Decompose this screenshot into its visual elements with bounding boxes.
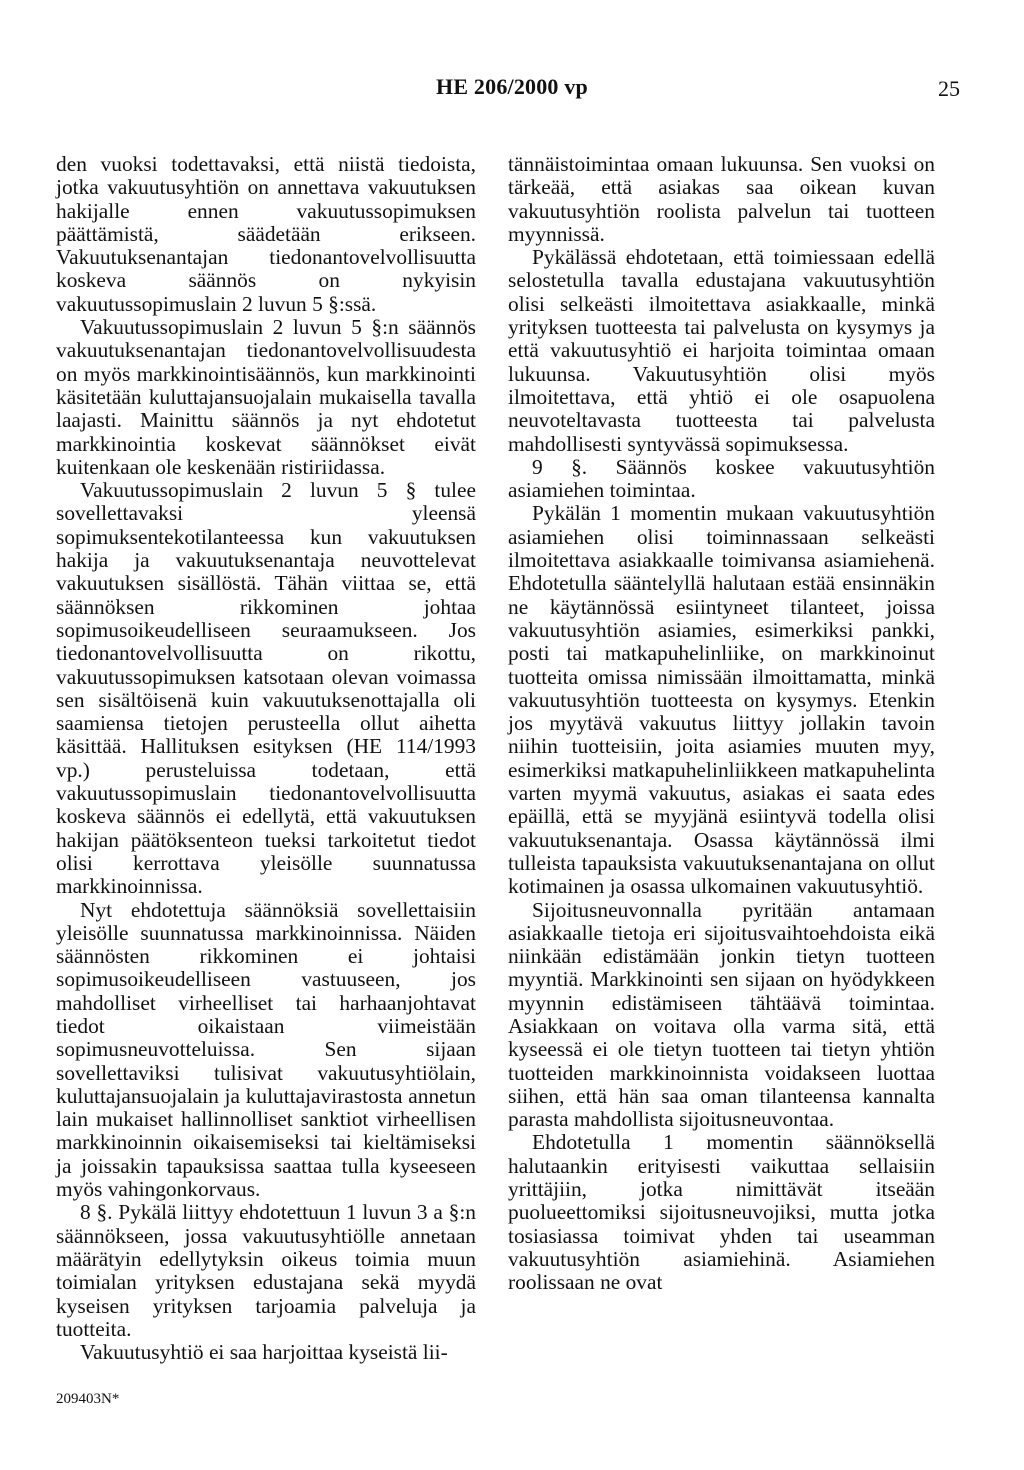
paragraph: Pykälän 1 momentin mukaan vakuutusyhtiön asiamiehen olisi toiminnassaan selkeästi ilmoitettava asiakkaalle toimivansa asiamiehenä. Ehdotetulla sääntelyllä halutaan estää ensinnäkin ne käytännössä esiintyneet tilanteet, joissa vakuutusyhtiön asiamies, esimerkiksi pankki, posti tai matkapuhelinliike, on markkinoinut tuotteita omissa nimissään ilmoittamatta, minkä vakuutusyhtiön tuotteesta on kysymys. Etenkin jos myytävä vakuutus liittyy jollakin tavoin niihin tuotteisiin, joita asiamies muuten myy, esimerkiksi matkapuhelinliikkeen matkapuhelinta varten myymä vakuutus, asiakas ei saata edes epäillä, että se myyjänä esiintyvä todella olisi vakuutuksenantaja. Osassa käytännössä ilmi tulleista tapauksista vakuutuksenantajana on ollut kotimainen ja osassa ulkomainen vakuutusyhtiö.	[508, 501, 935, 899]
paragraph: 8 §. Pykälä liittyy ehdotettuun 1 luvun 3 a §:n säännökseen, jossa vakuutusyhtiölle annetaan määrätyin edellytyksin oikeus toimia muun toimialan yrityksen edustajana sekä myydä kyseisen yrityksen tarjoamia palveluja ja tuotteita.	[56, 1200, 476, 1341]
document-reference: HE 206/2000 vp	[436, 74, 588, 99]
paragraph: 9 §. Säännös koskee vakuutusyhtiön asiamiehen toimintaa.	[508, 454, 935, 503]
paragraph: Nyt ehdotettuja säännöksiä sovellettaisiin yleisölle suunnatussa markkinoinnissa. Näiden säännösten rikkominen ei johtaisi sopimusoikeudelliseen vastuuseen, jos mahdolliset virheelliset tai harhaanjohtavat tiedot oikaistaan viimeistään sopimusneuvotteluissa. Sen sijaan sovellettaviksi tulisivat vakuutusyhtiölain, kuluttajansuojalain ja kuluttajavirastosta annetun lain mukaiset hallinnolliset sanktiot virheellisen markkinoinnin oikaisemiseksi tai kieltämiseksi ja joissakin tapauksissa saattaa tulla kyseeseen myös vahingonkorvaus.	[56, 897, 476, 1202]
paragraph: tännäistoimintaa omaan lukuunsa. Sen vuoksi on tärkeää, että asiakas saa oikean kuvan vakuutusyhtiön roolista palvelun tai tuotteen myynnissä.	[508, 152, 935, 246]
paragraph: Vakuutussopimuslain 2 luvun 5 §:n säännös vakuutuksenantajan tiedonantovelvollisuudesta on myös markkinointisäännös, kun markkinointi käsitetään kuluttajansuojalain mukaisella tavalla laajasti. Mainittu säännös ja nyt ehdotetut markkinointia koskevat säännökset eivät kuitenkaan ole keskenään ristiriidassa.	[56, 315, 476, 479]
paragraph: Vakuutussopimuslain 2 luvun 5 § tulee sovellettavaksi yleensä sopimuksentekotilanteessa kun vakuutuksen hakija ja vakuutuksenantaja neuvottelevat vakuutuksen sisällöstä. Tähän viittaa se, että säännöksen rikkominen johtaa sopimusoikeudelliseen seuraamukseen. Jos tiedonantovelvollisuutta on rikottu, vakuutussopimuksen katsotaan olevan voimassa sen sisältöisenä kuin vakuutuksenottajalla oli saamiensa tietojen perusteella ollut aihetta käsittää. Hallituksen esityksen (HE 114/1993 vp.) perusteluissa todetaan, että vakuutussopimuslain tiedonantovelvollisuutta koskeva säännös ei edellytä, että vakuutuksen hakijan päätöksenteon tueksi tarkoitetut tiedot olisi kerrottava yleisölle suunnatussa markkinoinnissa.	[56, 478, 476, 899]
footer-print-code: 209403N*	[56, 1391, 120, 1407]
left-column	[56, 153, 476, 1364]
right-column	[508, 153, 935, 1295]
paragraph: Pykälässä ehdotetaan, että toimiessaan edellä selostetulla tavalla edustajana vakuutusyhtiön olisi selkeästi ilmoitettava asiakkaalle, minkä yrityksen tuotteesta tai palvelusta on kysymys ja että vakuutusyhtiö ei harjoita toimintaa omaan lukuunsa. Vakuutusyhtiön olisi myös ilmoitettava, että yhtiö ei ole osapuolena neuvoteltavasta tuotteesta tai palvelusta mahdollisesti syntyvässä sopimuksessa.	[508, 245, 935, 456]
paragraph: Ehdotetulla 1 momentin säännöksellä halutaankin erityisesti vaikuttaa sellaisiin yrittäjiin, jotka nimittävät itseään puolueettomiksi sijoitusneuvojiksi, mutta jotka tosiasiassa toimivat yhden tai useamman vakuutusyhtiön asiamiehinä. Asiamiehen roolissaan ne ovat	[508, 1130, 935, 1295]
paragraph: den vuoksi todettavaksi, että niistä tiedoista, jotka vakuutusyhtiön on annettava vakuutuksen hakijalle ennen vakuutussopimuksen päättämistä, säädetään erikseen. Vakuutuksenantajan tiedonantovelvollisuutta koskeva säännös on nykyisin vakuutussopimuslain 2 luvun 5 §:ssä.	[56, 152, 476, 316]
page-number: 25	[938, 76, 960, 101]
paragraph: Sijoitusneuvonnalla pyritään antamaan asiakkaalle tietoja eri sijoitusvaihtoehdoista eikä niinkään edistämään jonkin tietyn tuotteen myyntiä. Markkinointi sen sijaan on hyödykkeen myynnin edistämiseen tähtäävä toimintaa. Asiakkaan on voitava olla varma sitä, että kyseessä ei ole tietyn tuotteen tai tietyn yhtiön tuotteiden markkinoinnista voidakseen luottaa siihen, että hän saa oman tilanteensa kannalta parasta mahdollista sijoitusneuvontaa.	[508, 897, 935, 1132]
paragraph: Vakuutusyhtiö ei saa harjoittaa kyseistä lii-	[80, 1340, 448, 1365]
